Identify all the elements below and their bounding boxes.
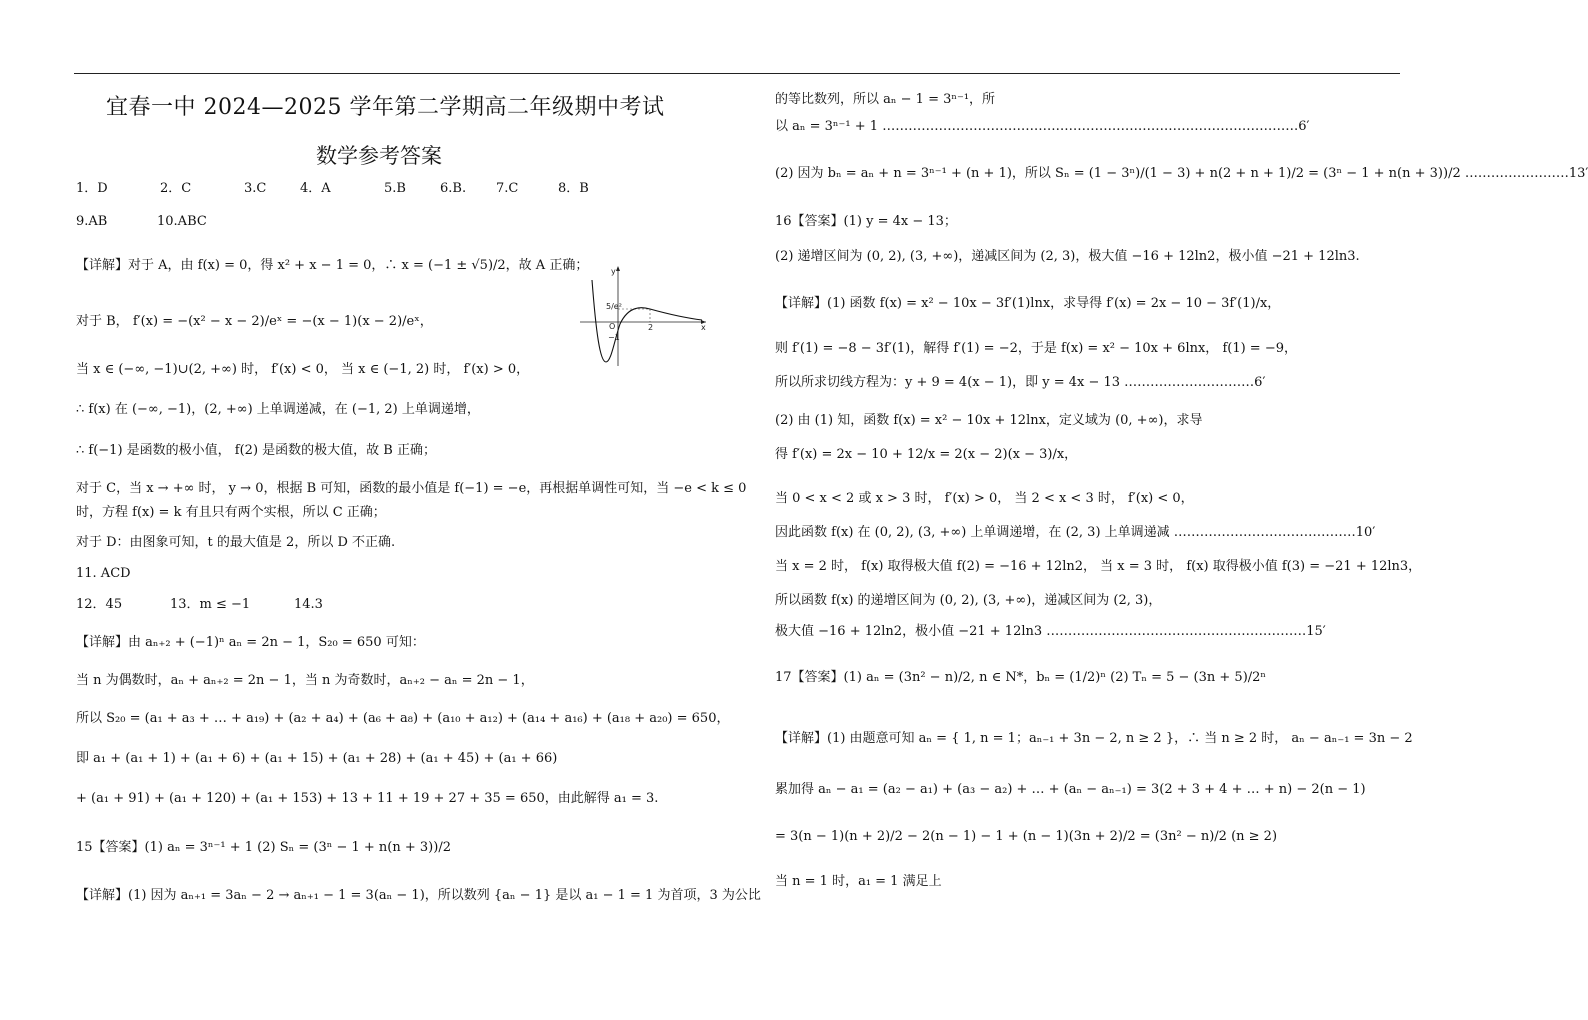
answer-14: 14.3 [294, 597, 323, 612]
tick-neg-label: −1 [608, 333, 620, 342]
right-line-09: (2) 由 (1) 知，函数 f(x) = x² − 10x + 12lnx，定义域为 (0, +∞)，求导 [775, 413, 1203, 428]
answer-2: 2．C [160, 181, 192, 196]
right-line-19: = 3(n − 1)(n + 2)/2 − 2(n − 1) − 1 + (n − 1)(3n + 2)/2 = (3n² − n)/2 (n ≥ 2) [775, 829, 1278, 844]
right-line-11: 当 0 < x < 2 或 x > 3 时， f′(x) > 0， 当 2 < x < 3 时， f′(x) < 0， [775, 491, 1194, 506]
right-line-10: 得 f′(x) = 2x − 10 + 12/x = 2(x − 2)(x − 3)/x， [775, 447, 1078, 462]
right-line-08: 所以所求切线方程为：y + 9 = 4(x − 1)，即 y = 4x − 13 …………………………6′ [775, 375, 1266, 390]
right-line-01: 的等比数列，所以 aₙ − 1 = 3ⁿ⁻¹，所 [775, 92, 996, 107]
left-line-04: ∴ f(x) 在 (−∞, −1)，(2, +∞) 上单调递减，在 (−1, 2) 上单调递增， [76, 402, 480, 417]
right-line-06: 【详解】(1) 函数 f(x) = x² − 10x − 3f′(1)lnx，求导得 f′(x) = 2x − 10 − 3f′(1)/x， [775, 296, 1281, 311]
answer-1: 1．D [76, 181, 108, 196]
right-line-18: 累加得 aₙ − a₁ = (a₂ − a₁) + (a₃ − a₂) + … + (aₙ − aₙ₋₁) = 3(2 + 3 + 4 + … + n) − 2(n − 1) [775, 782, 1366, 797]
answer-12: 12．45 [76, 597, 123, 612]
left-line-15: 15【答案】(1) aₙ = 3ⁿ⁻¹ + 1 (2) Sₙ = (3ⁿ − 1 + n(n + 3))/2 [76, 840, 451, 855]
right-line-13: 当 x = 2 时， f(x) 取得极大值 f(2) = −16 + 12ln2， 当 x = 3 时， f(x) 取得极小值 f(3) = −21 + 12ln3， [775, 559, 1422, 574]
left-line-07: 时，方程 f(x) = k 有且只有两个实根，所以 C 正确； [76, 505, 386, 520]
y-axis-arrow-icon [616, 266, 620, 271]
left-line-02: 对于 B， f′(x) = −(x² − x − 2)/eˣ = −(x − 1)(x − 2)/eˣ， [76, 314, 433, 329]
origin-label: O [609, 322, 616, 331]
right-line-15: 极大值 −16 + 12ln2，极小值 −21 + 12ln3 ……………………………………………………15′ [775, 624, 1326, 639]
top-rule [74, 73, 1400, 74]
left-line-11: 当 n 为偶数时，aₙ + aₙ₊₂ = 2n − 1，当 n 为奇数时，aₙ₊₂ − aₙ = 2n − 1， [76, 673, 534, 688]
y-axis-label: y [611, 267, 616, 276]
right-line-05: (2) 递增区间为 (0, 2), (3, +∞)，递减区间为 (2, 3)，极大值 −16 + 12ln2，极小值 −21 + 12ln3. [775, 249, 1360, 264]
right-line-12: 因此函数 f(x) 在 (0, 2), (3, +∞) 上单调递增，在 (2, 3) 上单调递减 ……………………………………10′ [775, 525, 1376, 540]
answer-9: 9.AB [76, 214, 108, 229]
tick-x-label: 2 [648, 323, 654, 332]
left-line-13: 即 a₁ + (a₁ + 1) + (a₁ + 6) + (a₁ + 15) + (a₁ + 28) + (a₁ + 45) + (a₁ + 66) [76, 751, 558, 766]
answer-4: 4．A [300, 181, 331, 196]
right-line-02: 以 aₙ = 3ⁿ⁻¹ + 1 ……………………………………………………………………………………6′ [775, 119, 1310, 134]
function-graph [578, 262, 710, 370]
left-line-08: 对于 D：由图象可知，t 的最大值是 2，所以 D 不正确. [76, 535, 396, 550]
left-line-14: + (a₁ + 91) + (a₁ + 120) + (a₁ + 153) + 13 + 11 + 19 + 27 + 35 = 650，由此解得 a₁ = 3. [76, 791, 659, 806]
right-line-04: 16【答案】(1) y = 4x − 13； [775, 214, 957, 229]
left-line-05: ∴ f(−1) 是函数的极小值， f(2) 是函数的极大值，故 B 正确； [76, 443, 436, 458]
answer-6: 6.B. [440, 181, 467, 196]
right-line-07: 则 f′(1) = −8 − 3f′(1)，解得 f′(1) = −2，于是 f(x) = x² − 10x + 6lnx， f(1) = −9， [775, 341, 1297, 356]
x-axis-label: x [701, 323, 706, 332]
right-line-20: 当 n = 1 时，a₁ = 1 满足上 [775, 874, 942, 889]
function-curve [592, 280, 702, 362]
left-line-01: 【详解】对于 A，由 f(x) = 0，得 x² + x − 1 = 0，∴ x = (−1 ± √5)/2，故 A 正确； [76, 258, 589, 273]
answer-5: 5.B [384, 181, 406, 196]
left-line-10: 【详解】由 aₙ₊₂ + (−1)ⁿ aₙ = 2n − 1，S₂₀ = 650 可知： [76, 635, 425, 650]
right-line-14: 所以函数 f(x) 的递增区间为 (0, 2), (3, +∞)，递减区间为 (2, 3)， [775, 593, 1162, 608]
right-line-03: (2) 因为 bₙ = aₙ + n = 3ⁿ⁻¹ + (n + 1)，所以 Sₙ = (1 − 3ⁿ)/(1 − 3) + n(2 + n + 1)/2 = (3ⁿ − 1 + n(n + 3))/2 ……………………13′ [775, 166, 1588, 181]
left-line-16: 【详解】(1) 因为 aₙ₊₁ = 3aₙ − 2 → aₙ₊₁ − 1 = 3(aₙ − 1)，所以数列 {aₙ − 1} 是以 a₁ − 1 = 1 为首项，3 为公比 [76, 888, 761, 903]
answer-8: 8．B [558, 181, 589, 196]
left-line-06: 对于 C，当 x → +∞ 时， y → 0，根据 B 可知，函数的最小值是 f(−1) = −e，再根据单调性可知，当 −e < k ≤ 0 [76, 481, 747, 496]
answer-13: 13．m ≤ −1 [170, 597, 251, 612]
answer-10: 10.ABC [157, 214, 207, 229]
answer-3: 3.C [244, 181, 267, 196]
left-line-09: 11. ACD [76, 566, 131, 581]
tick-max-label: 5/e² [606, 302, 622, 311]
answer-7: 7.C [496, 181, 519, 196]
right-line-17: 【详解】(1) 由题意可知 aₙ = { 1, n = 1；aₙ₋₁ + 3n − 2, n ≥ 2 }，∴ 当 n ≥ 2 时， aₙ − aₙ₋₁ = 3n − 2 [775, 731, 1413, 746]
right-line-16: 17【答案】(1) aₙ = (3n² − n)/2, n ∈ N*，bₙ = (1/2)ⁿ (2) Tₙ = 5 − (3n + 5)/2ⁿ [775, 670, 1267, 685]
left-line-12: 所以 S₂₀ = (a₁ + a₃ + … + a₁₉) + (a₂ + a₄) + (a₆ + a₈) + (a₁₀ + a₁₂) + (a₁₄ + a₁₆) + (a₁₈ + a₂₀) = 650， [76, 711, 730, 726]
left-line-03: 当 x ∈ (−∞, −1)∪(2, +∞) 时， f′(x) < 0， 当 x ∈ (−1, 2) 时， f′(x) > 0， [76, 362, 530, 377]
page-subtitle: 数学参考答案 [316, 144, 442, 168]
page-title: 宜春一中 2024—2025 学年第二学期高二年级期中考试 [106, 95, 665, 120]
